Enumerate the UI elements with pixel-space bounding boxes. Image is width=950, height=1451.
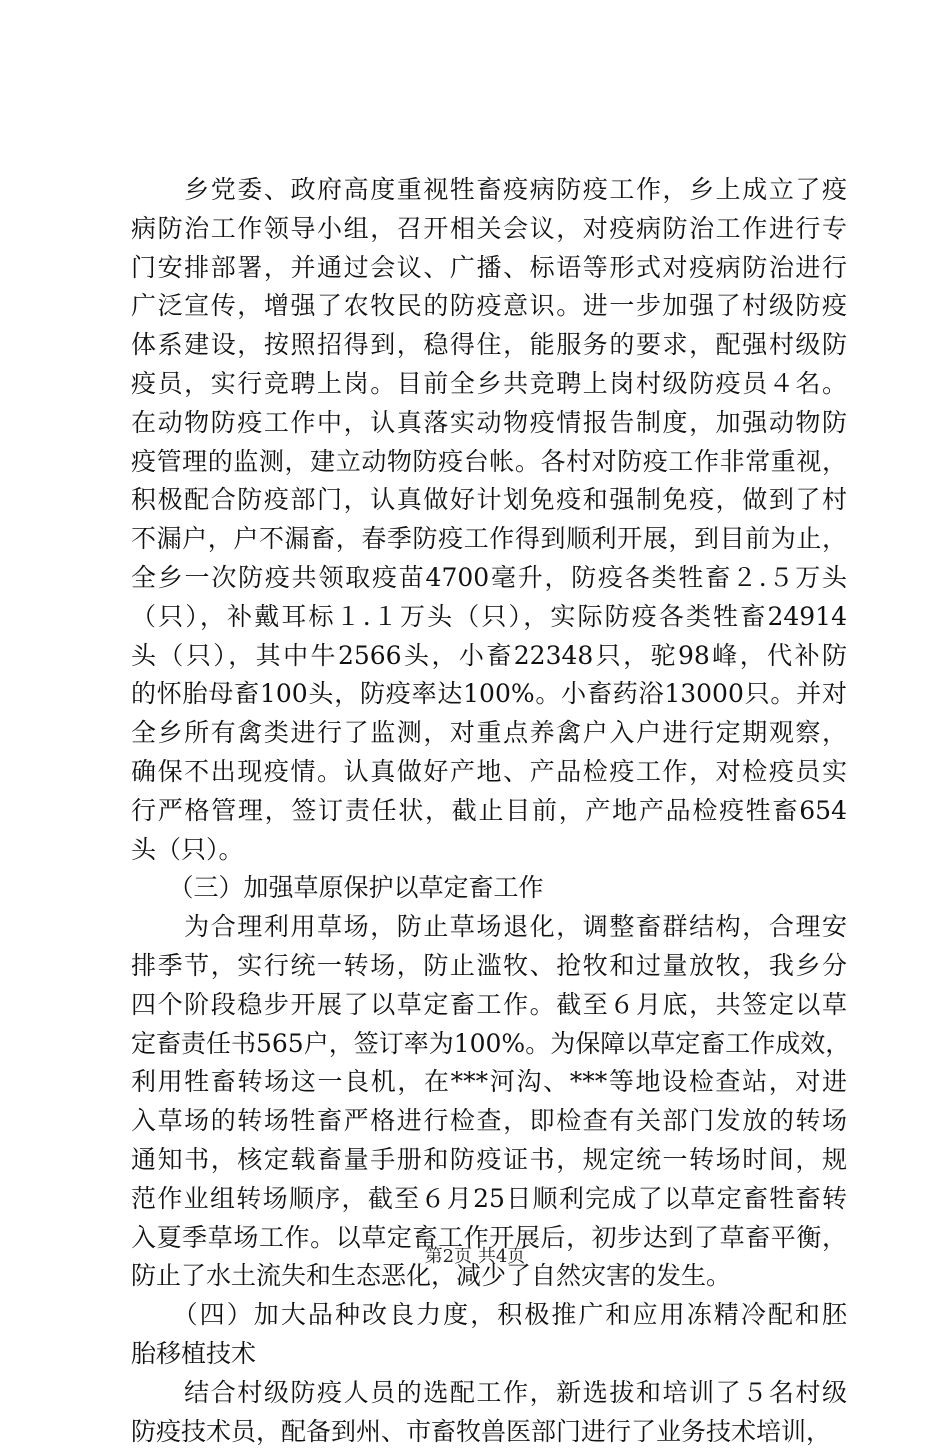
text-line: 体系建设，按照招得到，稳得住，能服务的要求，配强村级防: [131, 326, 847, 365]
text-line: 不漏户，户不漏畜，春季防疫工作得到顺利开展，到目前为止，: [131, 520, 847, 559]
text-line: 防止了水土流失和生态恶化，减少了自然灾害的发生。: [131, 1257, 847, 1296]
text-line: （四）加大品种改良力度，积极推广和应用冻精冷配和胚: [131, 1296, 847, 1335]
paragraph: [131, 171, 847, 869]
text-line: 利用牲畜转场这一良机，在***河沟、***等地设检查站，对进: [131, 1063, 847, 1102]
text-line: 四个阶段稳步开展了以草定畜工作。截至６月底，共签定以草: [131, 986, 847, 1025]
text-line: 疫管理的监测，建立动物防疫台帐。各村对防疫工作非常重视，: [131, 443, 847, 482]
paragraph: [131, 1296, 847, 1374]
text-line: （三）加强草原保护以草定畜工作: [131, 869, 847, 908]
paragraph: [131, 908, 847, 1296]
text-line: 在动物防疫工作中，认真落实动物疫情报告制度，加强动物防: [131, 404, 847, 443]
text-line: 积极配合防疫部门，认真做好计划免疫和强制免疫，做到了村: [131, 481, 847, 520]
text-line: 头（只），其中牛2566头，小畜22348只，驼98峰，代补防: [131, 637, 847, 676]
text-line: 疫员，实行竞聘上岗。目前全乡共竞聘上岗村级防疫员４名。: [131, 365, 847, 404]
text-line: 全乡一次防疫共领取疫苗4700毫升，防疫各类牲畜２.５万头: [131, 559, 847, 598]
text-line: 排季节，实行统一转场，防止滥牧、抢牧和过量放牧，我乡分: [131, 947, 847, 986]
paragraph: [131, 869, 847, 908]
text-line: 入草场的转场牲畜严格进行检查，即检查有关部门发放的转场: [131, 1102, 847, 1141]
text-line: 行严格管理，签订责任状，截止目前，产地产品检疫牲畜654: [131, 792, 847, 831]
text-line: 广泛宣传，增强了农牧民的防疫意识。进一步加强了村级防疫: [131, 287, 847, 326]
text-line: 通知书，核定载畜量手册和防疫证书，规定统一转场时间，规: [131, 1141, 847, 1180]
text-line: 入夏季草场工作。以草定畜工作开展后，初步达到了草畜平衡，: [131, 1219, 847, 1258]
text-line: （只），补戴耳标１.１万头（只），实际防疫各类牲畜24914: [131, 598, 847, 637]
text-line: 结合村级防疫人员的选配工作，新选拔和培训了５名村级: [131, 1374, 847, 1413]
text-line: 胎移植技术: [131, 1335, 847, 1374]
text-line: 乡党委、政府高度重视牲畜疫病防疫工作，乡上成立了疫: [131, 171, 847, 210]
page-footer: 第2页 共4页: [0, 1245, 950, 1269]
text-line: 的怀胎母畜100头，防疫率达100%。小畜药浴13000只。并对: [131, 675, 847, 714]
text-line: 头（只）。: [131, 831, 847, 870]
text-line: 全乡所有禽类进行了监测，对重点养禽户入户进行定期观察，: [131, 714, 847, 753]
paragraph: [131, 1374, 847, 1451]
text-line: 确保不出现疫情。认真做好产地、产品检疫工作，对检疫员实: [131, 753, 847, 792]
text-line: 病防治工作领导小组，召开相关会议，对疫病防治工作进行专: [131, 210, 847, 249]
text-line: 防疫技术员，配备到州、市畜牧兽医部门进行了业务技术培训，: [131, 1413, 847, 1451]
text-line: 定畜责任书565户，签订率为100%。为保障以草定畜工作成效，: [131, 1025, 847, 1064]
text-line: 为合理利用草场，防止草场退化，调整畜群结构，合理安: [131, 908, 847, 947]
text-line: 门安排部署，并通过会议、广播、标语等形式对疫病防治进行: [131, 249, 847, 288]
text-line: 范作业组转场顺序，截至６月25日顺利完成了以草定畜牲畜转: [131, 1180, 847, 1219]
